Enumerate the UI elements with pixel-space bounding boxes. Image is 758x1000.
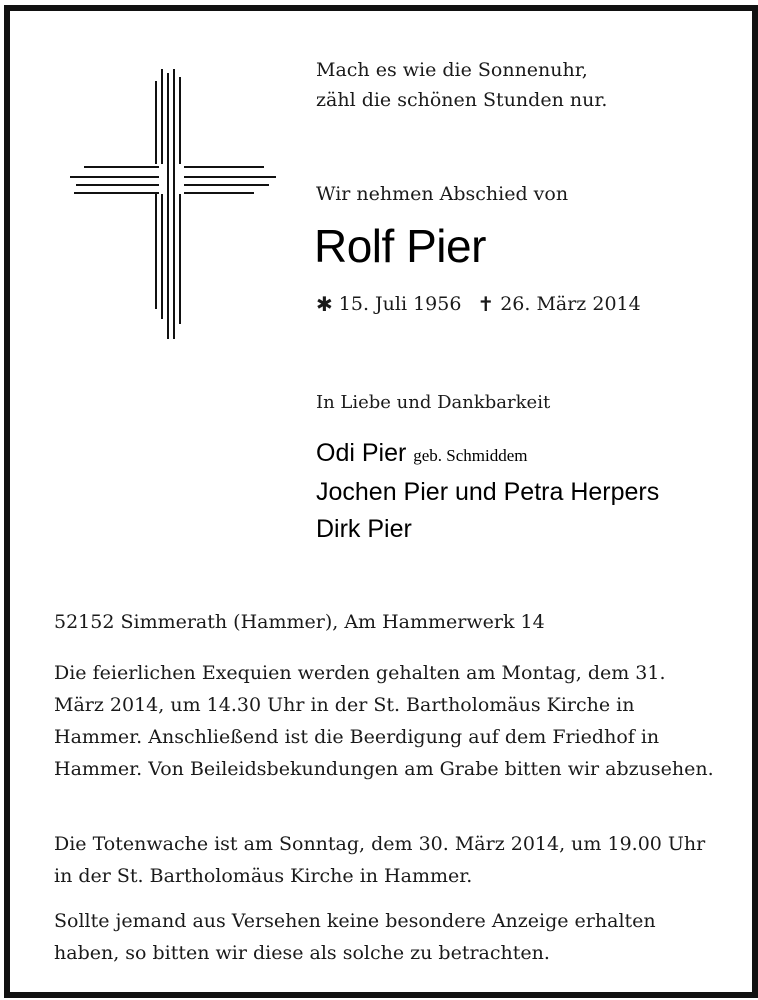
obituary-frame [4, 5, 758, 998]
death-date: 26. März 2014 [500, 293, 641, 315]
mourner-line-3: Dirk Pier [316, 515, 412, 543]
mourner-name: Odi Pier [316, 439, 407, 467]
quote-line-2: zähl die schönen Stunden nur. [316, 89, 608, 111]
death-cross-icon: ✝ [477, 292, 495, 316]
quote-line-1: Mach es wie die Sonnenuhr, [316, 59, 588, 81]
maiden-name-note: geb. Schmiddem [413, 446, 528, 465]
birth-date: 15. Juli 1956 [338, 293, 462, 315]
mourner-line-1 [316, 435, 659, 474]
life-dates [316, 292, 641, 316]
totenwache-paragraph: Die Totenwache ist am Sonntag, dem 30. März 2014, um 19.00 Uhr in der St. Bartholomäus Kirche in Hammer. [54, 833, 706, 887]
mourners-intro: In Liebe und Dankbarkeit [316, 392, 551, 413]
mourner-line-2: Jochen Pier und Petra Herpers [316, 478, 660, 506]
farewell-intro: Wir nehmen Abschied von [316, 183, 569, 205]
cross-icon [64, 69, 280, 345]
quote [316, 55, 607, 115]
address: 52152 Simmerath (Hammer), Am Hammerwerk 14 [54, 611, 545, 633]
deceased-name: Rolf Pier [314, 220, 486, 272]
mourners-list [316, 435, 659, 548]
exequien-paragraph: Die feierlichen Exequien werden gehalten am Montag, dem 31. März 2014, um 14.30 Uhr in der St. Bartholomäus Kirche in Hammer. Anschließend ist die Beerdigung auf dem Friedhof in Hammer. Von Beileidsbekundungen am Grabe bitten wir abzusehen. [54, 662, 714, 780]
notice-paragraph: Sollte jemand aus Versehen keine besondere Anzeige erhalten haben, so bitten wir diese als solche zu betrachten. [54, 910, 656, 964]
birth-star-icon: ✱ [316, 292, 333, 316]
